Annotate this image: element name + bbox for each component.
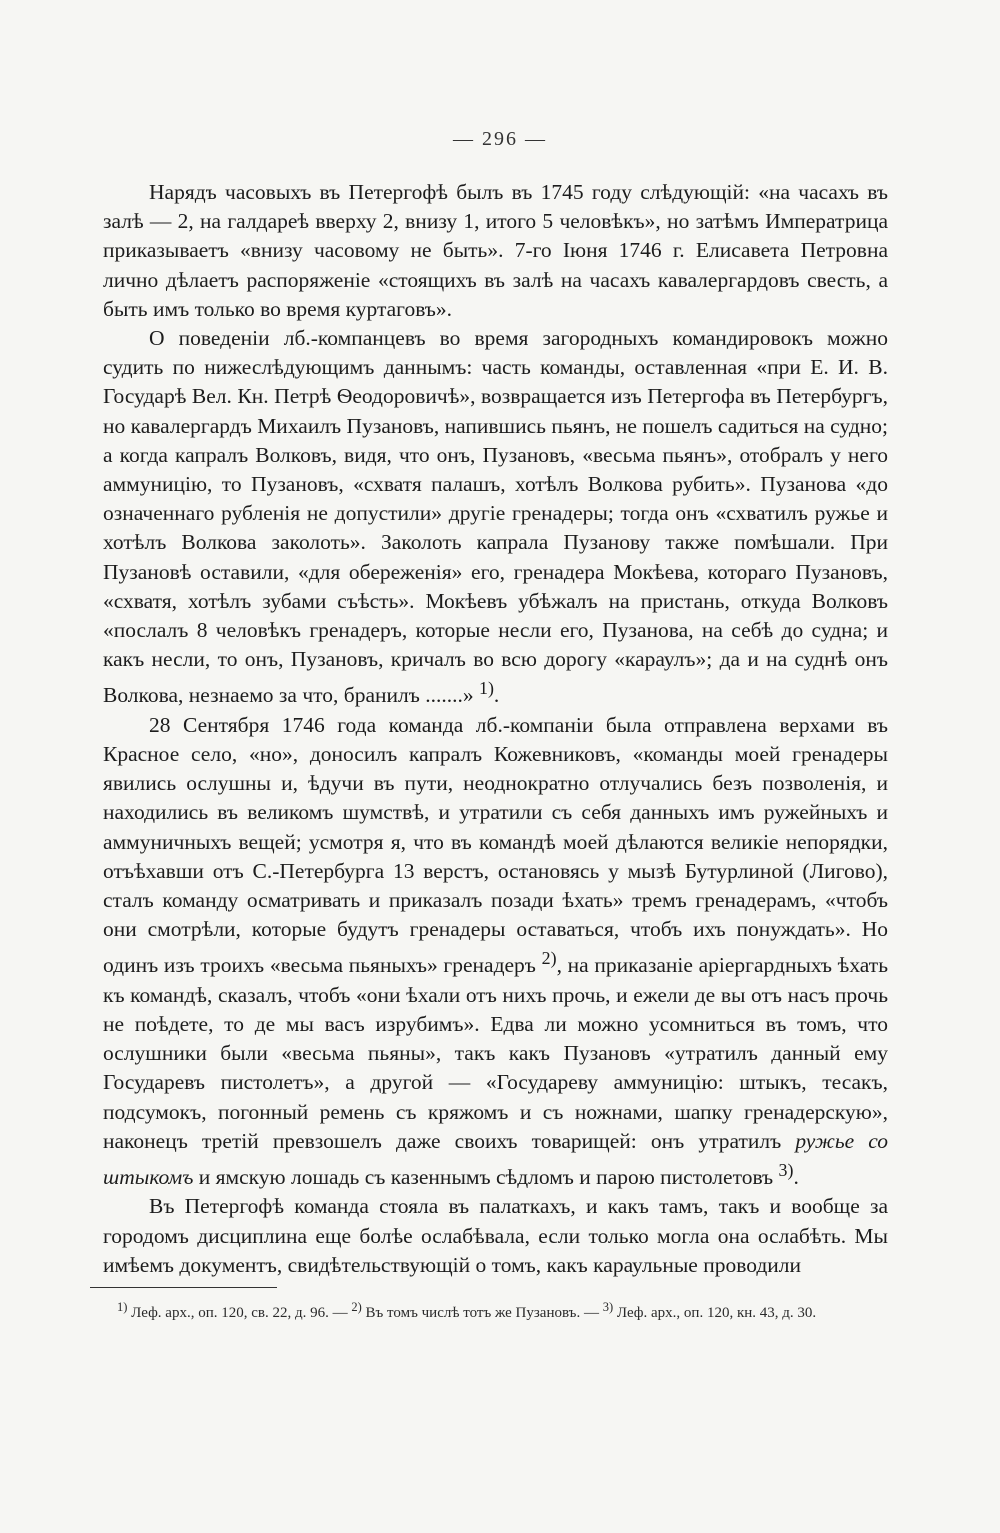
- paragraph: [103, 711, 888, 1193]
- paragraph: [103, 178, 888, 324]
- paragraph-tail: .: [493, 683, 500, 708]
- footnotes: [103, 1296, 873, 1324]
- paragraph-text: Нарядъ часовыхъ въ Петергофѣ былъ въ 1745 году слѣдующій: «на часахъ въ залѣ — 2, на галдареѣ вверху 2, внизу 1, итого 5 человѣкъ», но затѣмъ Императрица приказываетъ «внизу часовому не быть». 7-го Іюня 1746 г. Елисавета Петровна лично дѣлаетъ распоряженіе «стоящихъ въ залѣ на часахъ кавалергардовъ свесть, а быть имъ только во время куртаговъ».: [103, 180, 888, 321]
- footnote-text: Леф. арх., оп. 120, св. 22, д. 96. —: [131, 1305, 348, 1321]
- paragraph: [103, 1192, 888, 1280]
- paragraph: [103, 324, 888, 711]
- page-number: — 296 —: [453, 128, 547, 150]
- footnote-number: 2): [351, 1300, 362, 1314]
- footnote-ref: 3): [778, 1160, 794, 1181]
- footnote-number: 3): [602, 1300, 614, 1314]
- paragraph-text: О поведеніи лб.-компанцевъ во время загородныхъ командировокъ можно судить по нижеслѣдующимъ даннымъ: часть команды, оставленная «при Е. И. В. Государѣ Вел. Кн. Петрѣ Ѳеодоровичѣ», возвращается изъ Петергофа въ Петербургъ, но кавалергардъ Михаилъ Пузановъ, напившись пьянъ, не пошелъ садиться на судно; а когда капралъ Волковъ, видя, что онъ, Пузановъ, «весьма пьянъ», отобралъ у него аммуницію, то Пузановъ, «схватя палашъ, хотѣлъ Волкова рубить». Пузанова «до означеннаго рубленія не допустили» другіе гренадеры; тогда онъ «схватилъ ружье и хотѣлъ Волкова заколоть». Заколоть капрала Пузанову также помѣшали. При Пузановѣ оставили, «для обереженія» его, гренадера Мокѣева, котораго Пузановъ, «схватя, хотѣлъ зубами съѣсть». Мокѣевъ убѣжалъ на пристань, откуда Волковъ «послалъ 8 человѣкъ гренадеръ, которые несли его, Пузанова, на себѣ до судна; и какъ несли, то онъ, Пузановъ, кричалъ во всю дорогу «караулъ»; да и на суднѣ онъ Волкова, незнаемо за что, бранилъ .......»: [103, 326, 888, 708]
- footnote-ref: 1): [478, 678, 494, 699]
- paragraph-text: Въ Петергофѣ команда стояла въ палаткахъ, и какъ тамъ, такъ и вообще за городомъ дисциплина еще болѣе ослабѣвала, если только могла она ослабѣть. Мы имѣемъ документъ, свидѣтельствующій о томъ, какъ караульные проводили: [103, 1194, 888, 1277]
- footnote-number: 1): [117, 1300, 128, 1314]
- paragraph-text: 28 Сентября 1746 года команда лб.-компаніи была отправлена верхами въ Красное село, «но», доносилъ капралъ Кожевниковъ, «команды моей гренадеры явились ослушны и, ѣдучи въ пути, неоднократно отлучались безъ позволенія, и находились въ великомъ шумствѣ, и утратили съ себя данныхъ имъ ружейныхъ и аммуничныхъ вещей; усмотря я, что въ командѣ моей дѣлаются великіе непорядки, отъѣхавши отъ С.-Петербурга 13 верстъ, остановясь у мызѣ Бутурлиной (Лигово), сталъ команду осматривать и приказалъ позади ѣхать» тремъ гренадерамъ, «чтобъ они смотрѣли, которые будутъ гренадеры оставаться, чтобъ ихъ понуждать». Но одинъ изъ троихъ «весьма пьяныхъ» гренадеръ: [103, 712, 888, 978]
- footnote-text: Леф. арх., оп. 120, кн. 43, д. 30.: [616, 1305, 817, 1321]
- footnote-text: Въ томъ числѣ тотъ же Пузановъ. —: [365, 1305, 599, 1321]
- footnote-ref: 2): [541, 948, 557, 969]
- paragraph-text: , на приказаніе аріергардныхъ ѣхать къ командѣ, сказалъ, чтобъ «они ѣхали отъ нихъ прочь, и ежели де вы отъ насъ прочь не поѣдете, то де мы васъ изрубимъ». Едва ли можно усомниться въ томъ, что ослушники были «весьма пьяны», такъ какъ Пузановъ «утратилъ данный ему Государевъ пистолетъ», а другой — «Государеву аммуницію: штыкъ, тесакъ, подсумокъ, погонный ремень съ кряжомъ и съ ножнами, шапку гренадерскую», наконецъ третій превзошелъ даже своихъ товарищей: онъ утратилъ: [103, 953, 888, 1153]
- footnote-separator: [90, 1287, 277, 1288]
- footnote-block: [103, 1296, 873, 1324]
- italic-text: ружье со штыкомъ: [103, 1128, 889, 1190]
- main-text: [103, 178, 888, 1280]
- paragraph-text: и ямскую лошадь съ казеннымъ сѣдломъ и парою пистолетовъ: [198, 1165, 774, 1190]
- paragraph-tail: .: [793, 1165, 799, 1190]
